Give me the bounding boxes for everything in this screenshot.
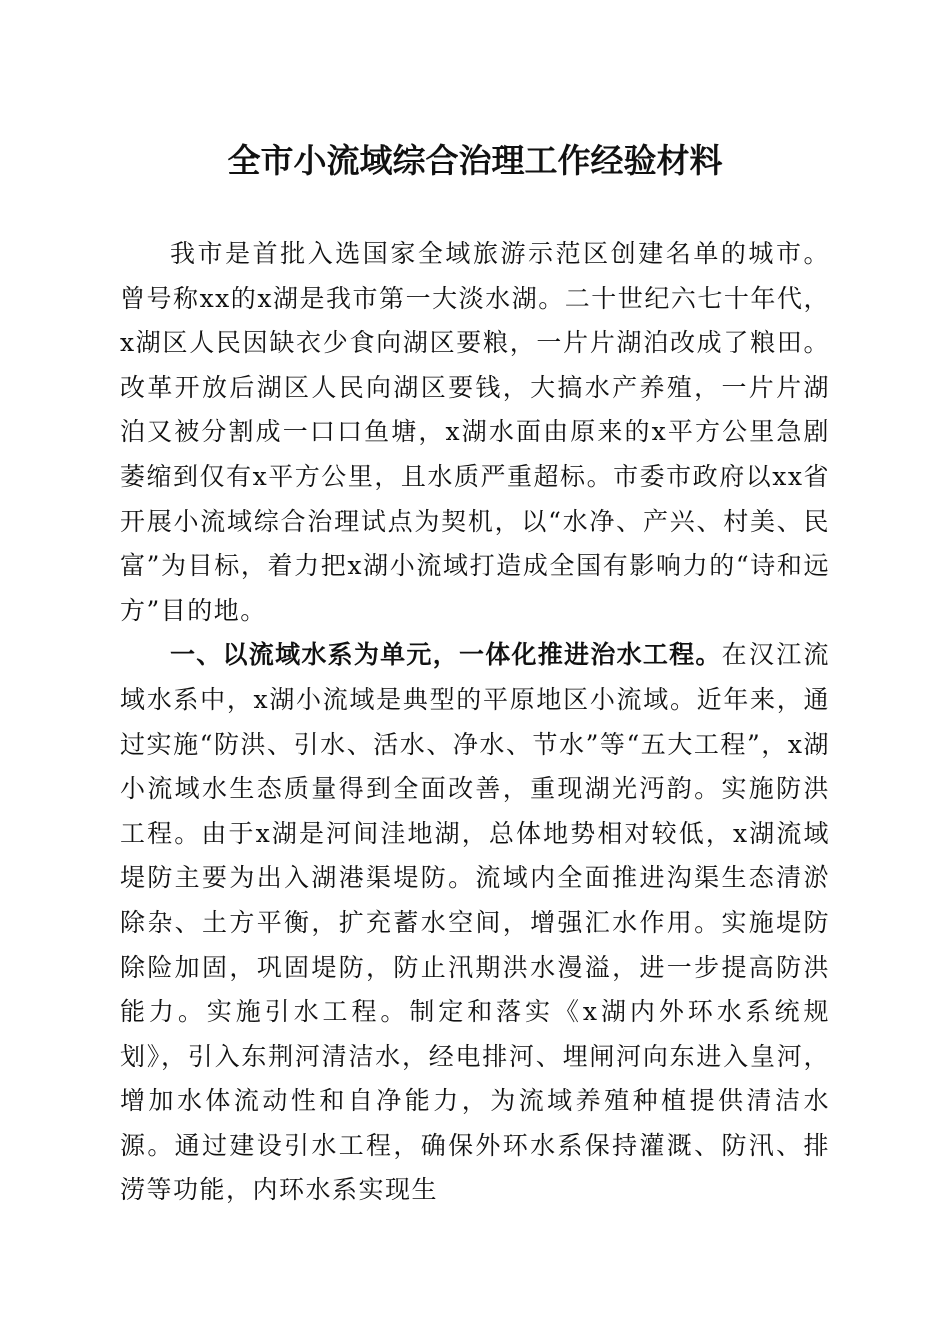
section-1-heading: 一、以流域水系为单元，一体化推进治水工程。	[170, 640, 722, 670]
section-1-paragraph	[120, 633, 830, 1213]
section-1-text: 在汉江流域水系中，x湖小流域是典型的平原地区小流域。近年来，通过实施“防洪、引水、活水、净水、节水”等“五大工程”，x湖小流域水生态质量得到全面改善，重现湖光沔韵。实施防洪工程。由于x湖是河间洼地湖，总体地势相对较低，x湖流域堤防主要为出入湖港渠堤防。流域内全面推进沟渠生态清淤除杂、土方平衡，扩充蓄水空间，增强汇水作用。实施堤防除险加固，巩固堤防，防止汛期洪水漫溢，进一步提高防洪能力。实施引水工程。制定和落实《x湖内外环水系统规划》，引入东荆河清洁水，经电排河、埋闸河向东进入皇河，增加水体流动性和自净能力，为流域养殖种植提供清洁水源。通过建设引水工程，确保外环水系保持灌溉、防汛、排涝等功能，内环水系实现生	[120, 640, 830, 1205]
document-body	[120, 232, 830, 1213]
intro-paragraph: 我市是首批入选国家全域旅游示范区创建名单的城市。曾号称xx的x湖是我市第一大淡水湖。二十世纪六七十年代，x湖区人民因缺衣少食向湖区要粮，一片片湖泊改成了粮田。改革开放后湖区人民向湖区要钱，大搞水产养殖，一片片湖泊又被分割成一口口鱼塘，x湖水面由原来的x平方公里急剧萎缩到仅有x平方公里，且水质严重超标。市委市政府以xx省开展小流域综合治理试点为契机，以“水净、产兴、村美、民富”为目标，着力把x湖小流域打造成全国有影响力的“诗和远方”目的地。	[120, 239, 830, 625]
document-title: 全市小流域综合治理工作经验材料	[227, 141, 723, 180]
